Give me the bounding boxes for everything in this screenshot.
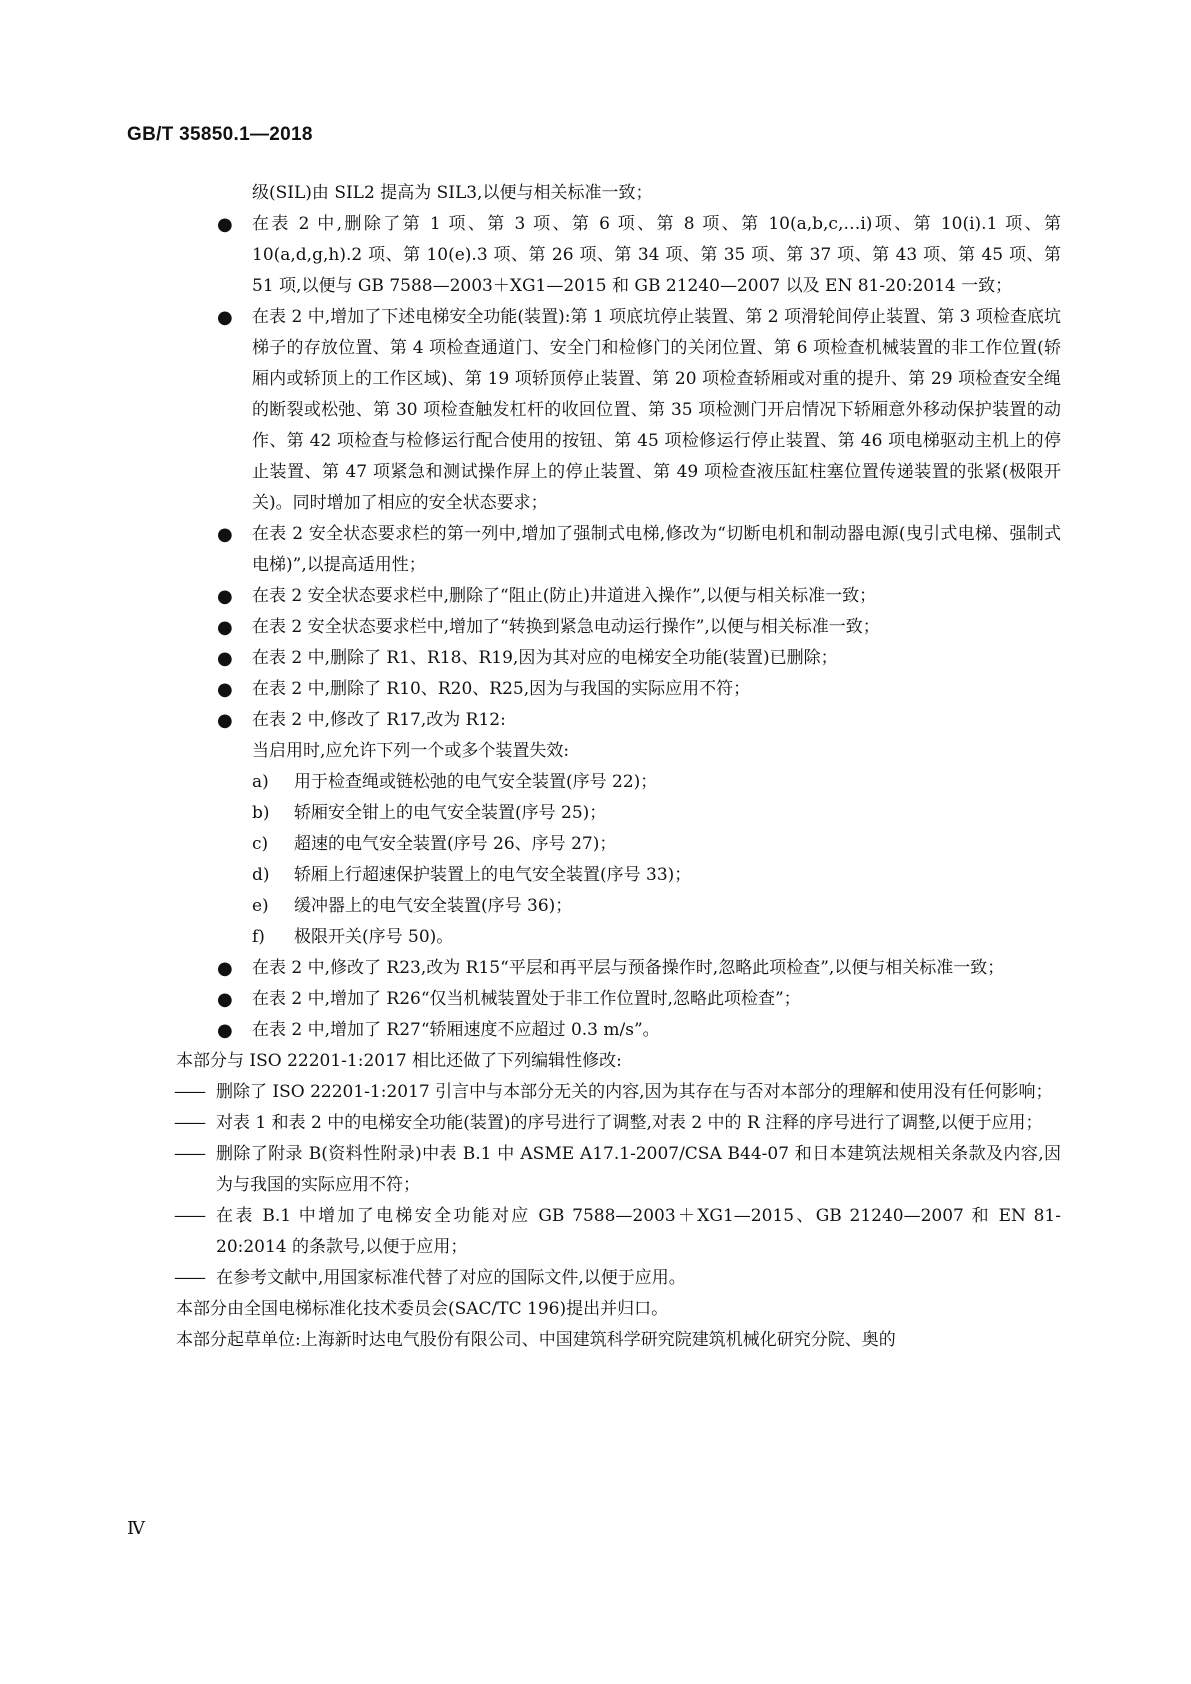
r12-item-label: a) <box>252 772 269 792</box>
bullet-text: 在表 2 中,删除了第 1 项、第 3 项、第 6 项、第 8 项、第 10(a,b,c,…i)项、第 10(i).1 项、第 10(a,d,g,h).2 项、第 10(e).3 项、第 26 项、第 34 项、第 35 项、第 37 项、第 43 项、第 45 项、第 51 项,以便与 GB 7588—2003＋XG1—2015 和 GB 21240—2007 以及 EN 81-20:2014 一致； <box>252 214 1061 296</box>
r12-item-text: 超速的电气安全装置(序号 26、序号 27)； <box>294 834 617 854</box>
bullet-text: 在表 2 中,删除了 R10、R20、R25,因为与我国的实际应用不符； <box>252 679 751 699</box>
r12-item-text: 用于检查绳或链松弛的电气安全装置(序号 22)； <box>294 772 658 792</box>
bullet-dot-icon: ● <box>217 989 233 1010</box>
dash-text: 在表 B.1 中增加了电梯安全功能对应 GB 7588—2003＋XG1—2015、GB 21240—2007 和 EN 81-20:2014 的条款号,以便于应用； <box>216 1206 1061 1257</box>
dash-marker: —— <box>174 1082 204 1102</box>
dash-marker: —— <box>174 1268 204 1288</box>
bullet-item <box>176 984 1061 1015</box>
r12-intro: 当启用时,应允许下列一个或多个装置失效: <box>252 741 570 761</box>
bullet-item <box>176 674 1061 705</box>
bullet-dot-icon: ● <box>217 617 233 638</box>
bullet-dot-icon: ● <box>217 679 233 700</box>
bullet-item <box>176 643 1061 674</box>
dash-text: 删除了附录 B(资料性附录)中表 B.1 中 ASME A17.1-2007/CSA B44-07 和日本建筑法规相关条款及内容,因为与我国的实际应用不符； <box>216 1144 1061 1195</box>
r12-item-label: d) <box>252 865 270 885</box>
r12-item-label: e) <box>252 896 269 916</box>
bullet-text: 在表 2 中,修改了 R17,改为 R12: <box>252 710 506 730</box>
dash-marker: —— <box>174 1144 204 1164</box>
bullet-list-b <box>176 953 1061 1046</box>
bullet-dot-icon: ● <box>217 307 233 328</box>
bullet-item <box>176 519 1061 581</box>
r12-item <box>176 798 1061 829</box>
foreword-body <box>176 178 1061 1356</box>
r12-item-list <box>176 767 1061 953</box>
bullet-item <box>176 1015 1061 1046</box>
r12-item-text: 极限开关(序号 50)。 <box>294 927 454 947</box>
r12-item-text: 轿厢上行超速保护装置上的电气安全装置(序号 33)； <box>294 865 692 885</box>
bullet-text: 在表 2 安全状态要求栏中,增加了“转换到紧急电动运行操作”,以便与相关标准一致； <box>252 617 880 637</box>
r12-item <box>176 767 1061 798</box>
dash-marker: —— <box>174 1113 204 1133</box>
dash-marker: —— <box>174 1206 204 1226</box>
bullet-dot-icon: ● <box>217 214 233 235</box>
dash-item <box>176 1263 1061 1294</box>
proposal-paragraph: 本部分由全国电梯标准化技术委员会(SAC/TC 196)提出并归口。 <box>176 1299 669 1319</box>
bullet-text: 在表 2 中,修改了 R23,改为 R15“平层和再平层与预备操作时,忽略此项检查”,以便与相关标准一致； <box>252 958 1005 978</box>
r12-item <box>176 829 1061 860</box>
dash-item <box>176 1139 1061 1201</box>
dash-item <box>176 1108 1061 1139</box>
dash-item <box>176 1077 1061 1108</box>
bullet-item <box>176 581 1061 612</box>
bullet-text: 在表 2 中,增加了 R26“仅当机械装置处于非工作位置时,忽略此项检查”； <box>252 989 801 1009</box>
page-number: Ⅳ <box>127 1518 145 1539</box>
dash-text: 对表 1 和表 2 中的电梯安全功能(装置)的序号进行了调整,对表 2 中的 R 注释的序号进行了调整,以便于应用； <box>216 1113 1043 1133</box>
bullet-text: 在表 2 安全状态要求栏中,删除了“阻止(防止)井道进入操作”,以便与相关标准一致； <box>252 586 877 606</box>
continuation-line: 级(SIL)由 SIL2 提高为 SIL3,以便与相关标准一致； <box>252 183 653 203</box>
bullet-text: 在表 2 中,增加了下述电梯安全功能(装置):第 1 项底坑停止装置、第 2 项滑轮间停止装置、第 3 项检查底坑梯子的存放位置、第 4 项检查通道门、安全门和检修门的关闭位置、第 6 项检查机械装置的非工作位置(轿厢内或轿顶上的工作区域)、第 19 项轿顶停止装置、第 20 项检查轿厢或对重的提升、第 29 项检查安全绳的断裂或松弛、第 30 项检查触发杠杆的收回位置、第 35 项检测门开启情况下轿厢意外移动保护装置的动作、第 42 项检查与检修运行配合使用的按钮、第 45 项检修运行停止装置、第 46 项电梯驱动主机上的停止装置、第 47 项紧急和测试操作屏上的停止装置、第 49 项检查液压缸柱塞位置传递装置的张紧(极限开关)。同时增加了相应的安全状态要求； <box>252 307 1061 513</box>
r12-item-label: f) <box>252 927 265 947</box>
bullet-item <box>176 209 1061 302</box>
bullet-item <box>176 705 1061 736</box>
bullet-item <box>176 612 1061 643</box>
bullet-text: 在表 2 安全状态要求栏的第一列中,增加了强制式电梯,修改为“切断电机和制动器电源(曳引式电梯、强制式电梯)”,以提高适用性； <box>252 524 1061 575</box>
bullet-dot-icon: ● <box>217 710 233 731</box>
drafting-units-paragraph: 本部分起草单位:上海新时达电气股份有限公司、中国建筑科学研究院建筑机械化研究分院、奥的 <box>176 1330 896 1350</box>
editorial-dash-list <box>176 1077 1061 1294</box>
bullet-list-a <box>176 209 1061 736</box>
bullet-dot-icon: ● <box>217 648 233 669</box>
bullet-text: 在表 2 中,删除了 R1、R18、R19,因为其对应的电梯安全功能(装置)已删除； <box>252 648 838 668</box>
r12-item-label: c) <box>252 834 269 854</box>
dash-item <box>176 1201 1061 1263</box>
bullet-dot-icon: ● <box>217 524 233 545</box>
bullet-dot-icon: ● <box>217 1020 233 1041</box>
r12-item-label: b) <box>252 803 270 823</box>
dash-text: 删除了 ISO 22201-1:2017 引言中与本部分无关的内容,因为其存在与否对本部分的理解和使用没有任何影响； <box>216 1082 1053 1102</box>
bullet-item <box>176 302 1061 519</box>
r12-item <box>176 891 1061 922</box>
bullet-dot-icon: ● <box>217 586 233 607</box>
r12-item <box>176 860 1061 891</box>
r12-item-text: 轿厢安全钳上的电气安全装置(序号 25)； <box>294 803 607 823</box>
dash-text: 在参考文献中,用国家标准代替了对应的国际文件,以便于应用。 <box>216 1268 686 1288</box>
standard-id-header: GB/T 35850.1—2018 <box>127 124 313 145</box>
r12-item <box>176 922 1061 953</box>
r12-item-text: 缓冲器上的电气安全装置(序号 36)； <box>294 896 573 916</box>
bullet-item <box>176 953 1061 984</box>
editorial-intro: 本部分与 ISO 22201-1:2017 相比还做了下列编辑性修改: <box>176 1051 622 1071</box>
bullet-text: 在表 2 中,增加了 R27“轿厢速度不应超过 0.3 m/s”。 <box>252 1020 660 1040</box>
bullet-dot-icon: ● <box>217 958 233 979</box>
